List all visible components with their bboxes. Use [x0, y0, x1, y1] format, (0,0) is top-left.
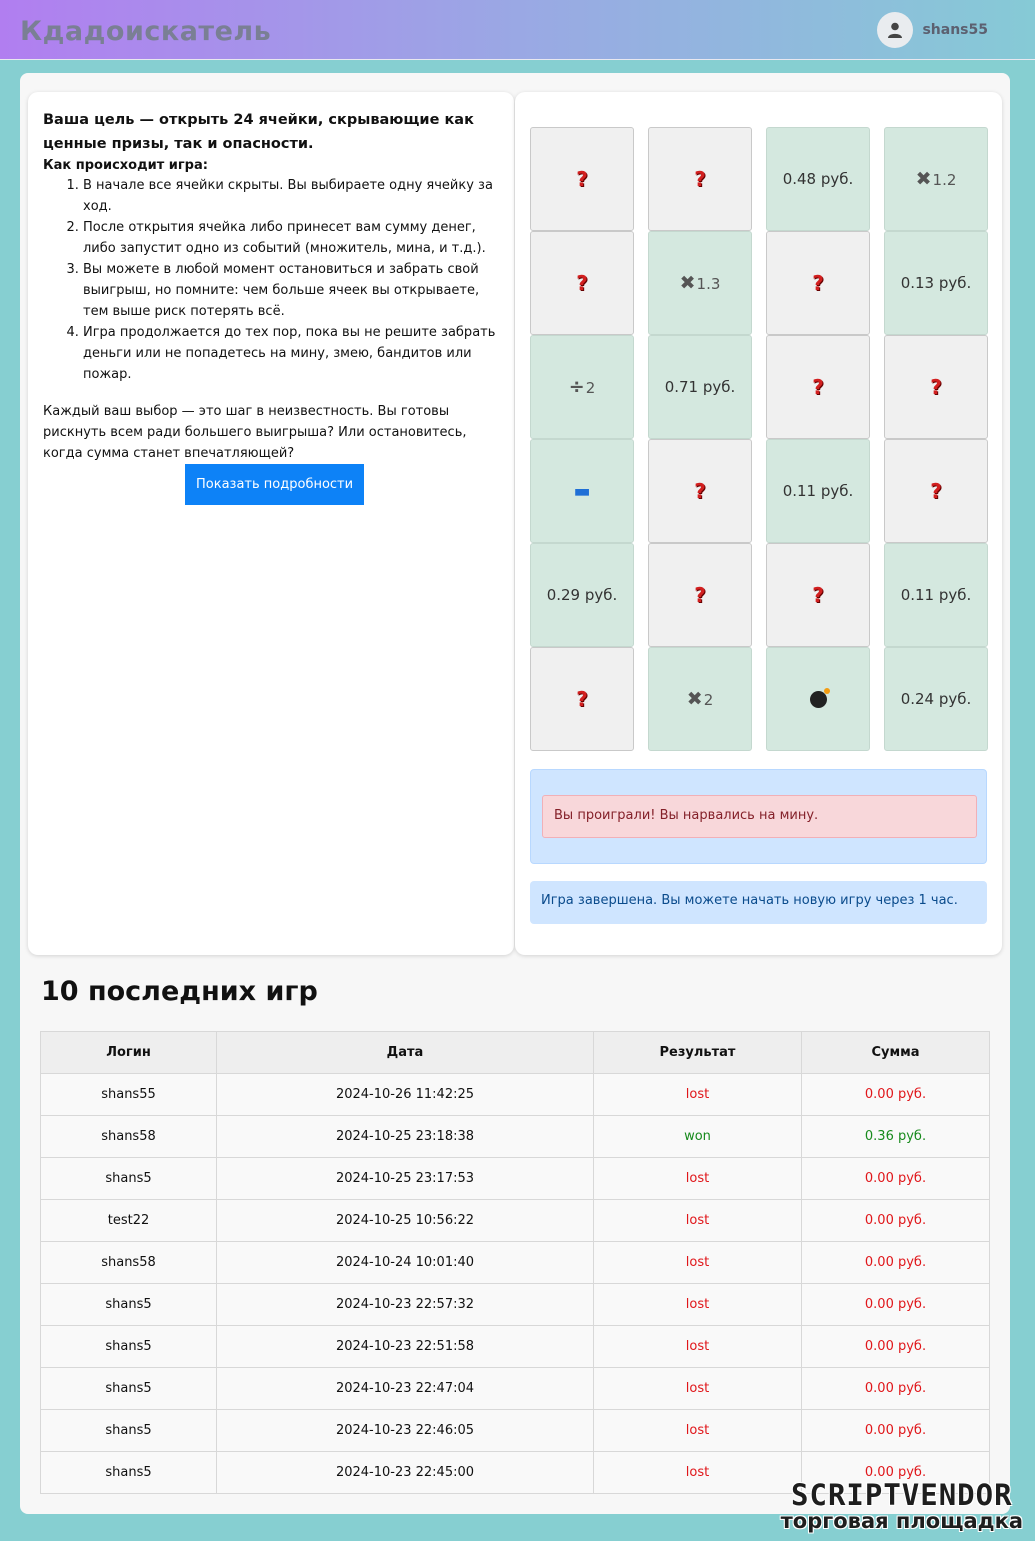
watermark-bottom: торговая площадка	[780, 1509, 1023, 1533]
row-login: shans5	[41, 1368, 217, 1410]
rules-steps	[43, 175, 500, 385]
table-row	[41, 1368, 990, 1410]
show-details-button[interactable]: Показать подробности	[185, 464, 364, 505]
game-over-alert: Игра завершена. Вы можете начать новую игру через 1 час.	[530, 881, 987, 924]
history-title: 10 последних игр	[41, 976, 318, 1007]
table-row	[41, 1116, 990, 1158]
row-amount: 0.00 руб.	[802, 1284, 990, 1326]
police-car-icon: ▬	[573, 480, 591, 502]
grid-cell[interactable]	[530, 647, 634, 751]
row-login: shans5	[41, 1158, 217, 1200]
grid-cell[interactable]	[530, 127, 634, 231]
row-date: 2024-10-24 10:01:40	[217, 1242, 594, 1284]
question-icon: ?	[694, 479, 706, 503]
history-table	[40, 1031, 990, 1494]
multiplier-value	[916, 168, 957, 190]
cell-amount: 0.71 руб.	[664, 378, 736, 396]
grid-cell[interactable]	[648, 335, 752, 439]
header-login: Логин	[41, 1032, 217, 1074]
grid-cell[interactable]	[884, 335, 988, 439]
grid-cell[interactable]	[530, 543, 634, 647]
question-icon: ?	[930, 479, 942, 503]
row-date: 2024-10-23 22:46:05	[217, 1410, 594, 1452]
table-row	[41, 1326, 990, 1368]
header	[0, 0, 1035, 60]
row-amount: 0.00 руб.	[802, 1200, 990, 1242]
grid-cell[interactable]	[530, 439, 634, 543]
grid-cell[interactable]	[766, 231, 870, 335]
grid-cell[interactable]	[766, 335, 870, 439]
row-login: shans5	[41, 1410, 217, 1452]
row-result: won	[594, 1116, 802, 1158]
grid-cell[interactable]	[766, 543, 870, 647]
question-icon: ?	[812, 583, 824, 607]
bomb-icon	[810, 691, 827, 708]
cell-amount: 0.24 руб.	[900, 690, 972, 708]
divide-icon: ÷	[568, 376, 585, 398]
row-login: shans5	[41, 1452, 217, 1494]
grid-cell[interactable]	[648, 127, 752, 231]
cell-amount: 0.11 руб.	[782, 482, 854, 500]
rules-panel	[28, 92, 514, 955]
user-menu[interactable]	[877, 12, 988, 48]
cell-amount: 0.48 руб.	[782, 170, 854, 188]
grid-cell[interactable]	[648, 231, 752, 335]
row-result: lost	[594, 1200, 802, 1242]
rules-step: 3. Вы можете в любой момент остановиться и забрать свой выигрыш, но помните: чем больше ячеек вы открываете, тем выше риск потерять всё.	[83, 259, 500, 322]
grid-cell[interactable]	[884, 439, 988, 543]
multiplier-value	[687, 688, 713, 710]
question-icon: ?	[812, 271, 824, 295]
question-icon: ?	[576, 271, 588, 295]
rules-step: 2. После открытия ячейка либо принесет вам сумму денег, либо запустит одно из событий (множитель, мина, и т.д.).	[83, 217, 500, 259]
rules-title: Ваша цель — открыть 24 ячейки, скрывающие как ценные призы, так и опасности.	[43, 112, 474, 152]
row-date: 2024-10-25 23:18:38	[217, 1116, 594, 1158]
rules-outro: Каждый ваш выбор — это шаг в неизвестность. Вы готовы рискнуть всем ради большего выигрыша? Или остановитесь, когда сумма станет впечатляющей?	[43, 404, 467, 461]
row-result: lost	[594, 1284, 802, 1326]
row-date: 2024-10-25 10:56:22	[217, 1200, 594, 1242]
row-amount: 0.00 руб.	[802, 1410, 990, 1452]
grid-cell[interactable]	[884, 127, 988, 231]
row-amount: 0.00 руб.	[802, 1326, 990, 1368]
username[interactable]: shans55	[922, 22, 988, 38]
table-row	[41, 1074, 990, 1116]
table-row	[41, 1284, 990, 1326]
header-date: Дата	[217, 1032, 594, 1074]
how-title: Как происходит игра:	[43, 158, 208, 173]
grid-cell[interactable]	[884, 231, 988, 335]
table-row	[41, 1158, 990, 1200]
rules-step: 1. В начале все ячейки скрыты. Вы выбираете одну ячейку за ход.	[83, 175, 500, 217]
row-login: shans58	[41, 1242, 217, 1284]
row-result: lost	[594, 1326, 802, 1368]
row-amount: 0.00 руб.	[802, 1368, 990, 1410]
header-result: Результат	[594, 1032, 802, 1074]
cell-amount: 0.11 руб.	[900, 586, 972, 604]
header-amount: Сумма	[802, 1032, 990, 1074]
grid-cell[interactable]	[530, 335, 634, 439]
row-date: 2024-10-25 23:17:53	[217, 1158, 594, 1200]
result-area	[530, 769, 987, 864]
row-date: 2024-10-23 22:57:32	[217, 1284, 594, 1326]
avatar[interactable]	[877, 12, 913, 48]
row-date: 2024-10-23 22:45:00	[217, 1452, 594, 1494]
table-row	[41, 1200, 990, 1242]
row-result: lost	[594, 1452, 802, 1494]
row-amount: 0.00 руб.	[802, 1074, 990, 1116]
grid-cell[interactable]	[648, 543, 752, 647]
watermark-top: SCRIPTVENDOR	[791, 1478, 1013, 1512]
question-icon: ?	[812, 375, 824, 399]
row-result: lost	[594, 1074, 802, 1116]
cell-value: 1.2	[932, 171, 957, 189]
question-icon: ?	[694, 167, 706, 191]
brand-logo[interactable]: Кдадоискатель	[20, 16, 272, 47]
row-date: 2024-10-26 11:42:25	[217, 1074, 594, 1116]
multiplier-value	[680, 272, 721, 294]
grid-cell[interactable]	[530, 231, 634, 335]
row-result: lost	[594, 1242, 802, 1284]
row-login: shans55	[41, 1074, 217, 1116]
grid-cell[interactable]	[648, 439, 752, 543]
grid-cell[interactable]	[884, 543, 988, 647]
game-panel	[515, 92, 1002, 955]
grid-cell[interactable]	[648, 647, 752, 751]
cell-amount: 0.29 руб.	[546, 586, 618, 604]
table-row	[41, 1242, 990, 1284]
grid-cell[interactable]	[766, 439, 870, 543]
row-amount: 0.00 руб.	[802, 1242, 990, 1284]
row-login: shans5	[41, 1284, 217, 1326]
cell-value: 1.3	[696, 275, 721, 293]
row-login: shans5	[41, 1326, 217, 1368]
multiply-icon: ✖	[686, 688, 703, 710]
row-login: shans58	[41, 1116, 217, 1158]
main-panel	[20, 73, 1010, 1514]
question-icon: ?	[930, 375, 942, 399]
grid-cell[interactable]	[766, 127, 870, 231]
divider-value	[569, 376, 595, 398]
table-header-row	[41, 1032, 990, 1074]
grid-cell[interactable]	[884, 647, 988, 751]
user-icon	[886, 21, 904, 39]
question-icon: ?	[694, 583, 706, 607]
row-result: lost	[594, 1410, 802, 1452]
game-grid	[530, 127, 988, 751]
question-icon: ?	[576, 687, 588, 711]
row-result: lost	[594, 1368, 802, 1410]
rules-step: 4. Игра продолжается до тех пор, пока вы не решите забрать деньги или не попадетесь на мину, змею, бандитов или пожар.	[83, 322, 500, 385]
row-amount: 0.00 руб.	[802, 1452, 990, 1494]
lost-alert: Вы проиграли! Вы нарвались на мину.	[542, 795, 977, 838]
watermark	[781, 1478, 1023, 1533]
question-icon: ?	[576, 167, 588, 191]
multiply-icon: ✖	[679, 272, 696, 294]
table-row	[41, 1410, 990, 1452]
grid-cell[interactable]	[766, 647, 870, 751]
row-result: lost	[594, 1158, 802, 1200]
row-login: test22	[41, 1200, 217, 1242]
row-date: 2024-10-23 22:51:58	[217, 1326, 594, 1368]
cell-amount: 0.13 руб.	[900, 274, 972, 292]
multiply-icon: ✖	[915, 168, 932, 190]
row-amount: 0.36 руб.	[802, 1116, 990, 1158]
row-date: 2024-10-23 22:47:04	[217, 1368, 594, 1410]
row-amount: 0.00 руб.	[802, 1158, 990, 1200]
cell-value: 2	[703, 691, 714, 709]
cell-value: 2	[585, 379, 596, 397]
